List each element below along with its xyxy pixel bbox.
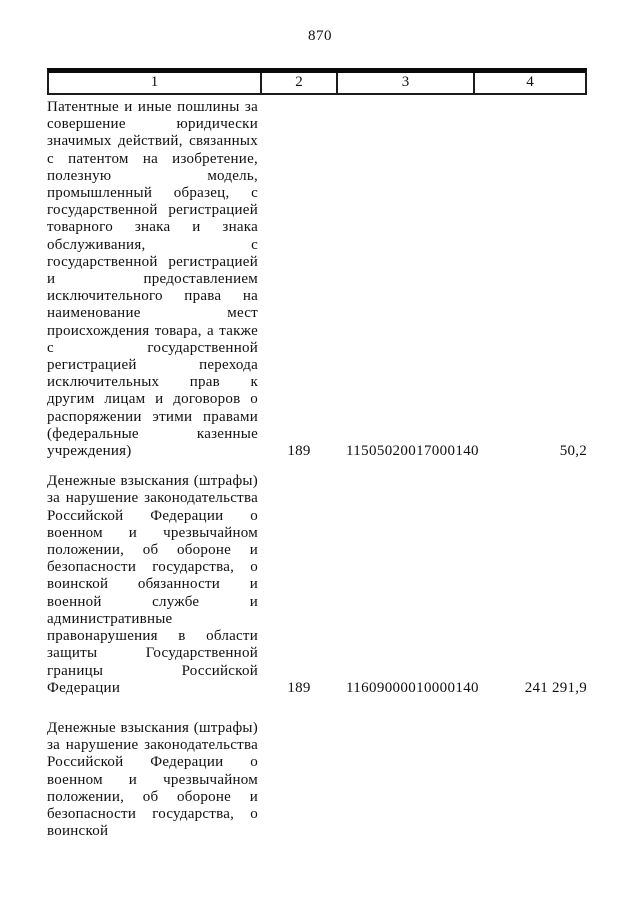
table-row — [47, 720, 587, 840]
column-header-1: 1 — [49, 73, 262, 93]
administrator-code: 189 — [287, 679, 311, 696]
table-row — [47, 99, 587, 460]
amount-value: 241 291,9 — [524, 679, 587, 696]
budget-classification-code: 11505020017000140 — [346, 443, 479, 460]
column-header-3: 3 — [338, 73, 475, 93]
administrator-code: 189 — [287, 443, 311, 460]
table-row — [47, 473, 587, 697]
revenue-description: Денежные взыскания (штрафы) за нарушение законодательства Российской Федерации о военном и чрезвычайном положении, об обороне и безопасности государства, о воинской обязанности и военной службе и административные правонарушения в области защиты Государственной границы Российской Федерации — [47, 473, 258, 696]
table-body — [47, 99, 587, 840]
revenue-description: Денежные взыскания (штрафы) за нарушение законодательства Российской Федерации о военном и чрезвычайном положении, об обороне и безопасности государства, о воинской — [47, 719, 258, 840]
revenue-description: Патентные и иные пошлины за совершение юридически значимых действий, связанных с патентом на изобретение, полезную модель, промышленный образец, с государственной регистрацией товарного знака и знака обслуживания, с государственной регистрацией и предоставлением исключительного права на наименование мест происхождения товара, а также с государственной регистрацией перехода исключительных прав к другим лицам и договоров о распоряжении этими правами (федеральные казенные учреждения) — [47, 99, 258, 460]
amount-value: 50,2 — [559, 443, 587, 460]
table-header-row — [47, 68, 587, 95]
budget-revenue-table — [47, 68, 587, 840]
column-header-4: 4 — [526, 74, 534, 90]
budget-classification-code: 11609000010000140 — [346, 679, 479, 696]
column-header-2: 2 — [262, 73, 338, 93]
page-number: 870 — [308, 28, 332, 44]
